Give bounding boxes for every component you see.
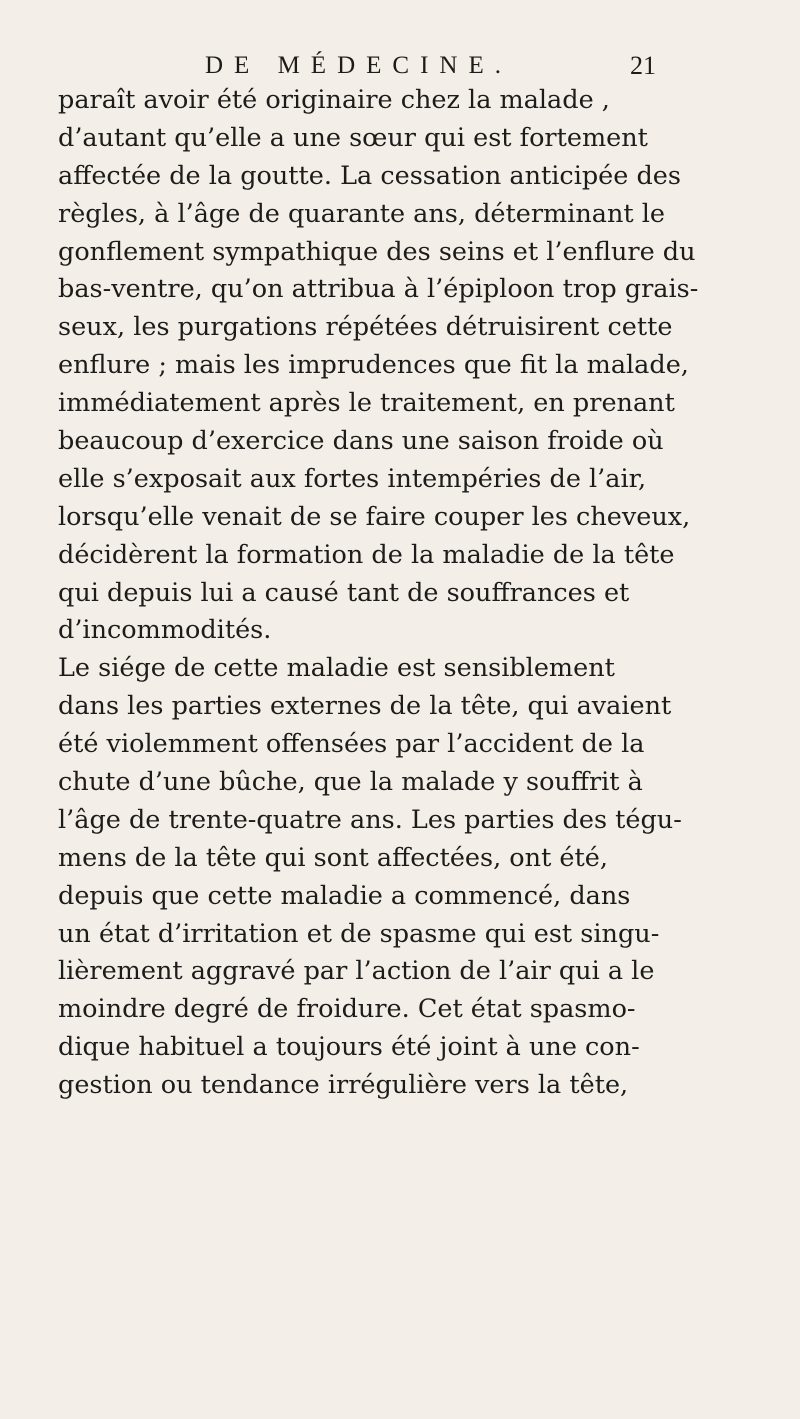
text-line: qui depuis lui a causé tant de souffrances et xyxy=(58,577,630,608)
text-line: un état d’irritation et de spasme qui est singu- xyxy=(58,918,660,949)
text-line: immédiatement après le traitement, en prenant xyxy=(58,388,675,419)
text-line: décidèrent la formation de la maladie de la tête xyxy=(58,539,675,570)
text-line: chute d’une bûche, que la malade y souffrit à xyxy=(58,767,643,798)
text-line: été violemment offensées par l’accident de la xyxy=(58,729,645,760)
text-line: seux, les purgations répétées détruisirent cette xyxy=(58,312,673,343)
text-line: d’autant qu’elle a une sœur qui est fortement xyxy=(58,122,648,153)
text-line: affectée de la goutte. La cessation anticipée des xyxy=(58,160,681,191)
text-line: elle s’exposait aux fortes intempéries de l’air, xyxy=(58,463,647,494)
text-line: gonflement sympathique des seins et l’enflure du xyxy=(58,236,696,267)
text-line: dans les parties externes de la tête, qui avaient xyxy=(58,691,672,722)
page-number: 21 xyxy=(630,51,656,80)
running-title: DE MÉDECINE. xyxy=(205,52,512,79)
text-line: beaucoup d’exercice dans une saison froide où xyxy=(58,426,664,457)
text-line: moindre degré de froidure. Cet état spasmo- xyxy=(58,994,636,1025)
text-line: dique habituel a toujours été joint à une con- xyxy=(58,1032,640,1063)
body-text xyxy=(0,82,800,1105)
running-header xyxy=(0,46,800,86)
text-line: l’âge de trente-quatre ans. Les parties des tégu- xyxy=(58,804,682,835)
paragraph-start-line: Le siége de cette maladie est sensiblement xyxy=(58,653,615,684)
text-line: lièrement aggravé par l’action de l’air qui a le xyxy=(58,956,655,987)
text-line: lorsqu’elle venait de se faire couper les cheveux, xyxy=(58,501,691,532)
text-line: mens de la tête qui sont affectées, ont été, xyxy=(58,842,608,873)
text-line: paraît avoir été originaire chez la malade , xyxy=(58,85,610,115)
text-line: gestion ou tendance irrégulière vers la tête, xyxy=(58,1070,629,1101)
text-line: règles, à l’âge de quarante ans, déterminant le xyxy=(58,198,666,229)
text-line: depuis que cette maladie a commencé, dans xyxy=(58,880,631,911)
text-line: d’incommodités. xyxy=(58,615,272,646)
text-line: enflure ; mais les imprudences que fit la malade, xyxy=(58,350,689,381)
text-line: bas-ventre, qu’on attribua à l’épiploon trop grais- xyxy=(58,274,699,305)
